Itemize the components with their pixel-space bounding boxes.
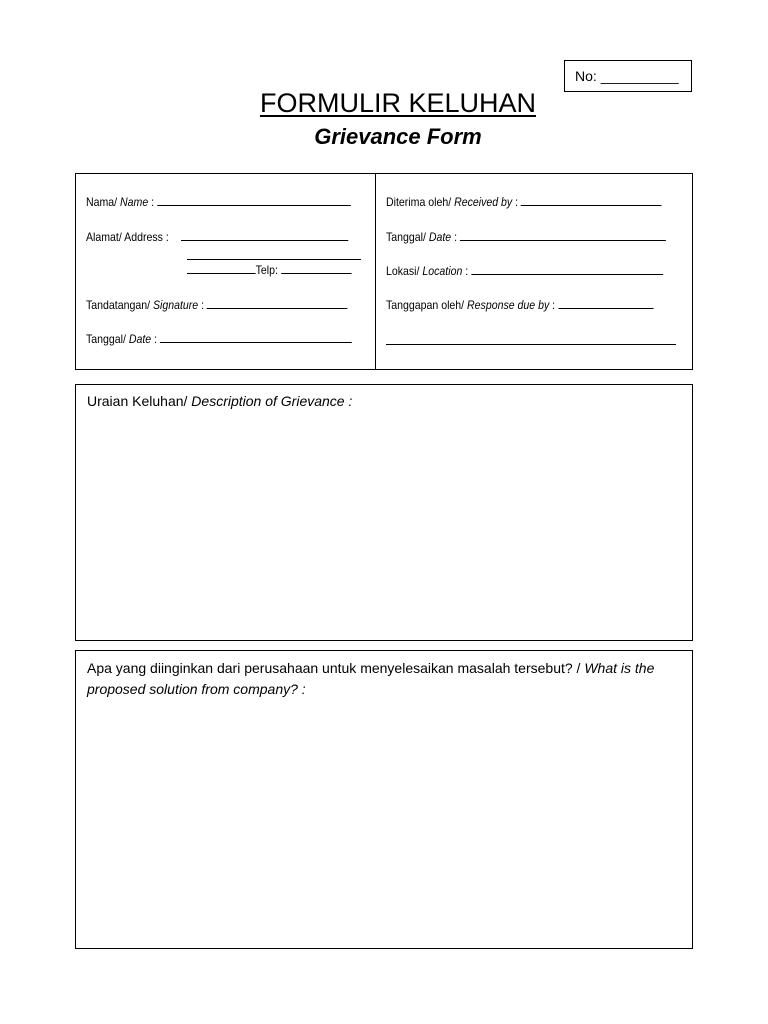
telp-field[interactable] <box>187 262 351 278</box>
right-date-blank-line[interactable] <box>460 229 666 241</box>
right-date-label-en: Date <box>428 230 452 244</box>
left-date-sep: : <box>151 332 160 346</box>
solution-label-text: Apa yang diinginkan dari perusahaan untuk menyelesaikan masalah tersebut? / <box>87 660 585 676</box>
description-box[interactable] <box>75 384 693 641</box>
received-by-label-en: Received by <box>454 195 513 209</box>
description-label-text: Uraian Keluhan/ <box>87 393 192 409</box>
left-date-field[interactable] <box>86 331 352 347</box>
received-by-blank-line[interactable] <box>521 194 662 206</box>
description-label-en: Description of Grievance : <box>191 393 353 409</box>
address-blank-line-3[interactable] <box>187 262 256 274</box>
telp-blank-line[interactable] <box>281 262 351 274</box>
form-number-label: No: <box>575 68 597 84</box>
response-extra-blank-line[interactable] <box>386 334 676 345</box>
response-due-blank-line[interactable] <box>558 297 653 309</box>
response-due-field[interactable] <box>386 297 653 313</box>
form-number-blank[interactable]: __________ <box>600 68 679 84</box>
form-subtitle: Grievance Form <box>314 124 482 149</box>
right-date-label: Tanggal/ <box>386 230 429 244</box>
address-blank-line-1[interactable] <box>181 229 348 241</box>
received-by-field[interactable] <box>386 194 662 210</box>
info-section-divider <box>375 173 376 370</box>
location-sep: : <box>462 264 472 278</box>
signature-field[interactable] <box>86 297 348 313</box>
address-label: Alamat/ Address : <box>86 230 169 244</box>
location-field[interactable] <box>386 263 663 279</box>
name-label: Nama/ <box>86 195 121 209</box>
form-title <box>0 86 768 120</box>
location-blank-line[interactable] <box>471 263 663 275</box>
name-label-en: Name <box>120 195 149 209</box>
received-by-sep: : <box>512 195 522 209</box>
solution-label <box>87 658 677 700</box>
left-date-label-en: Date <box>128 332 152 346</box>
name-sep: : <box>148 195 158 209</box>
left-date-label: Tanggal/ <box>86 332 129 346</box>
name-blank-line[interactable] <box>157 194 351 206</box>
response-due-label: Tanggapan oleh/ <box>386 298 468 312</box>
right-date-field[interactable] <box>386 229 666 245</box>
description-label <box>87 392 352 410</box>
address-blank-line-2[interactable] <box>187 249 361 260</box>
location-label-en: Location <box>422 264 463 278</box>
signature-sep: : <box>198 298 207 312</box>
solution-label-en: What is the proposed solution from company? : <box>87 660 655 697</box>
signature-label: Tandatangan/ <box>86 298 153 312</box>
right-date-sep: : <box>451 230 460 244</box>
location-label: Lokasi/ <box>386 264 423 278</box>
address-field[interactable] <box>86 229 348 245</box>
name-field[interactable] <box>86 194 351 210</box>
response-due-sep: : <box>549 298 559 312</box>
form-title-text: FORMULIR KELUHAN <box>259 88 537 118</box>
response-due-label-en: Response due by <box>467 298 550 312</box>
left-date-blank-line[interactable] <box>160 331 352 343</box>
received-by-label: Diterima oleh/ <box>386 195 455 209</box>
telp-label: Telp: <box>255 263 278 277</box>
signature-blank-line[interactable] <box>207 297 348 309</box>
signature-label-en: Signature <box>152 298 199 312</box>
